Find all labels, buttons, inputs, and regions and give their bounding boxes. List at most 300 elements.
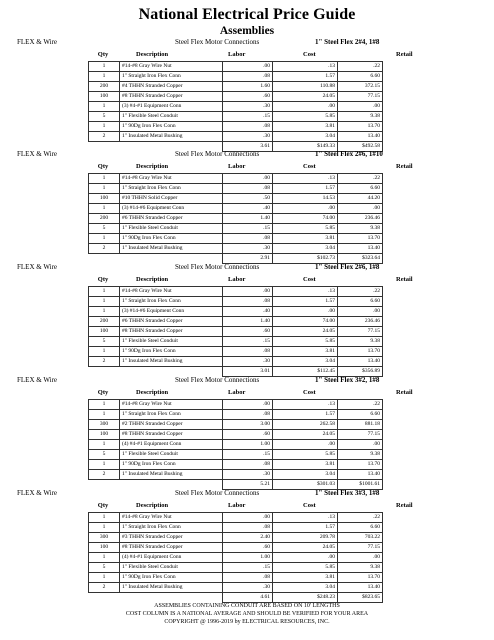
cell-cost: .00 (273, 440, 338, 450)
cell-labor: .08 (223, 72, 273, 82)
col-description: Description (136, 502, 169, 509)
col-labor: Labor (228, 163, 246, 170)
cell-retail: 6.60 (338, 410, 383, 420)
table-row (89, 112, 383, 122)
col-qty: Qty (97, 276, 109, 283)
section-group: Steel Flex Motor Connections (175, 376, 260, 384)
cell-labor: .60 (223, 543, 273, 553)
col-retail: Retail (396, 389, 413, 396)
cell-cost: 1.57 (273, 410, 338, 420)
cell-retail: 6.60 (338, 297, 383, 307)
col-retail: Retail (396, 51, 413, 58)
cell-description: 1" 90Dg Iron Flex Conn (120, 460, 223, 470)
total-row (89, 593, 383, 603)
cell-retail: 9.38 (338, 450, 383, 460)
cell-qty: 1 (89, 102, 120, 112)
cell-labor: .08 (223, 347, 273, 357)
cell-qty: 1 (89, 62, 120, 72)
table-row (89, 347, 383, 357)
total-retail: $492.58 (338, 142, 383, 152)
column-headers (0, 389, 494, 399)
cell-qty: 1 (89, 513, 120, 523)
cell-description: #8 THHN Stranded Copper (120, 92, 223, 102)
cell-qty: 5 (89, 337, 120, 347)
cell-retail: 9.38 (338, 112, 383, 122)
cell-labor: .60 (223, 430, 273, 440)
cell-labor: .30 (223, 244, 273, 254)
cell-cost: 209.78 (273, 533, 338, 543)
page-title: National Electrical Price Guide (138, 6, 356, 23)
cell-labor: .15 (223, 563, 273, 573)
section-assembly-name: 1" Steel Flex 2#6, 1#8 (315, 263, 380, 271)
cell-cost: 5.85 (273, 224, 338, 234)
cell-labor: .00 (223, 513, 273, 523)
cell-retail: 13.70 (338, 347, 383, 357)
cell-qty: 100 (89, 543, 120, 553)
section-category: FLEX & Wire (17, 150, 58, 158)
cell-retail: 77.15 (338, 430, 383, 440)
cell-qty: 1 (89, 72, 120, 82)
cell-retail: 703.22 (338, 533, 383, 543)
total-retail: $323.64 (338, 254, 383, 264)
cell-description: 1" Straight Iron Flex Conn (120, 297, 223, 307)
col-qty: Qty (97, 389, 109, 396)
cell-cost: 3.81 (273, 460, 338, 470)
col-qty: Qty (97, 163, 109, 170)
table-row (89, 174, 383, 184)
section-header (0, 375, 494, 387)
cell-retail: .00 (338, 204, 383, 214)
col-description: Description (136, 276, 169, 283)
cell-description: #14-#8 Gray Wire Nut (120, 400, 223, 410)
cell-cost: 3.04 (273, 583, 338, 593)
cell-labor: .08 (223, 460, 273, 470)
cell-labor: .30 (223, 102, 273, 112)
cell-labor: .08 (223, 122, 273, 132)
cell-retail: 13.40 (338, 583, 383, 593)
cell-cost: 3.04 (273, 244, 338, 254)
cell-description: #6 THHN Stranded Copper (120, 317, 223, 327)
cell-qty: 200 (89, 317, 120, 327)
cell-description: #14-#8 Gray Wire Nut (120, 513, 223, 523)
cell-retail: 13.40 (338, 357, 383, 367)
cell-cost: 5.85 (273, 450, 338, 460)
cell-retail: 881.18 (338, 420, 383, 430)
cell-description: 1" Straight Iron Flex Conn (120, 184, 223, 194)
table-row (89, 327, 383, 337)
cell-description: 1" Flexible Steel Conduit (120, 112, 223, 122)
total-labor: 4.61 (223, 593, 273, 603)
items-table (88, 286, 383, 377)
cell-qty: 1 (89, 523, 120, 533)
table-row (89, 82, 383, 92)
cell-retail: 13.70 (338, 573, 383, 583)
col-description: Description (136, 163, 169, 170)
table-row (89, 132, 383, 142)
cell-retail: 236.46 (338, 317, 383, 327)
col-description: Description (136, 389, 169, 396)
cell-labor: .00 (223, 174, 273, 184)
cell-labor: .00 (223, 287, 273, 297)
table-row (89, 523, 383, 533)
cell-labor: .30 (223, 583, 273, 593)
table-row (89, 543, 383, 553)
cell-qty: 1 (89, 184, 120, 194)
cell-cost: 1.57 (273, 523, 338, 533)
section-group: Steel Flex Motor Connections (175, 38, 260, 46)
col-retail: Retail (396, 163, 413, 170)
footer-notes (0, 602, 494, 626)
cell-labor: .15 (223, 224, 273, 234)
table-row (89, 62, 383, 72)
cell-retail: .00 (338, 553, 383, 563)
cell-retail: 236.46 (338, 214, 383, 224)
cell-description: 1" 90Dg Iron Flex Conn (120, 234, 223, 244)
col-qty: Qty (97, 502, 109, 509)
cell-retail: .00 (338, 102, 383, 112)
cell-cost: 74.00 (273, 214, 338, 224)
section-assembly-name: 1" Steel Flex 3#3, 1#8 (315, 489, 380, 497)
cell-labor: .50 (223, 194, 273, 204)
section-group: Steel Flex Motor Connections (175, 263, 260, 271)
cell-retail: 9.38 (338, 563, 383, 573)
col-cost: Cost (303, 276, 316, 283)
cell-description: (3) #4-#1 Equipment Conn (120, 102, 223, 112)
col-labor: Labor (228, 276, 246, 283)
col-retail: Retail (396, 502, 413, 509)
cell-labor: .60 (223, 92, 273, 102)
total-cost: $301.03 (273, 480, 338, 490)
table-row (89, 317, 383, 327)
column-headers (0, 276, 494, 286)
cell-description: 1" Flexible Steel Conduit (120, 337, 223, 347)
cell-description: #8 THHN Stranded Copper (120, 430, 223, 440)
cell-retail: 13.40 (338, 470, 383, 480)
table-row (89, 513, 383, 523)
cell-labor: 1.00 (223, 440, 273, 450)
cell-qty: 200 (89, 214, 120, 224)
table-row (89, 400, 383, 410)
section-header (0, 488, 494, 500)
section-header (0, 149, 494, 161)
total-retail: $1001.61 (338, 480, 383, 490)
items-table (88, 173, 383, 264)
table-row (89, 92, 383, 102)
section-group: Steel Flex Motor Connections (175, 150, 260, 158)
section-header (0, 37, 494, 49)
cell-labor: .15 (223, 450, 273, 460)
col-description: Description (136, 51, 169, 58)
table-row (89, 194, 383, 204)
cell-retail: 372.15 (338, 82, 383, 92)
cell-qty: 100 (89, 327, 120, 337)
table-row (89, 553, 383, 563)
cell-cost: 3.81 (273, 234, 338, 244)
cell-description: #3 THHN Stranded Copper (120, 533, 223, 543)
cell-retail: .00 (338, 307, 383, 317)
col-cost: Cost (303, 163, 316, 170)
cell-qty: 1 (89, 347, 120, 357)
footer-line: COPYRIGHT @ 1996-2019 by ELECTRICAL RESOURCES, INC. (164, 619, 330, 625)
table-row (89, 72, 383, 82)
cell-qty: 1 (89, 440, 120, 450)
table-row (89, 583, 383, 593)
total-retail: $823.65 (338, 593, 383, 603)
cell-cost: 74.00 (273, 317, 338, 327)
cell-qty: 300 (89, 533, 120, 543)
cell-qty: 1 (89, 234, 120, 244)
total-labor: 2.91 (223, 254, 273, 264)
cell-cost: .13 (273, 174, 338, 184)
section-category: FLEX & Wire (17, 376, 58, 384)
footer-line: COST COLUMN IS A NATIONAL AVERAGE AND SHOULD BE VERIFIED FOR YOUR AREA (125, 611, 369, 617)
cell-qty: 1 (89, 460, 120, 470)
section-category: FLEX & Wire (17, 38, 58, 46)
cell-retail: 13.70 (338, 122, 383, 132)
cell-retail: 6.60 (338, 184, 383, 194)
cell-retail: 13.70 (338, 460, 383, 470)
cell-qty: 1 (89, 297, 120, 307)
cell-qty: 1 (89, 174, 120, 184)
items-table (88, 399, 383, 490)
total-cost: $248.23 (273, 593, 338, 603)
cell-retail: 13.40 (338, 132, 383, 142)
cell-labor: .00 (223, 62, 273, 72)
cell-description: (3) #14-#6 Equipment Conn (120, 204, 223, 214)
cell-cost: 5.85 (273, 563, 338, 573)
cell-qty: 5 (89, 563, 120, 573)
cell-description: 1" Straight Iron Flex Conn (120, 523, 223, 533)
cell-qty: 5 (89, 224, 120, 234)
cell-qty: 1 (89, 122, 120, 132)
table-row (89, 204, 383, 214)
cell-cost: 1.57 (273, 297, 338, 307)
col-cost: Cost (303, 389, 316, 396)
cell-cost: 5.85 (273, 337, 338, 347)
cell-description: #10 THHN Solid Copper (120, 194, 223, 204)
cell-labor: .08 (223, 410, 273, 420)
cell-cost: .00 (273, 307, 338, 317)
col-cost: Cost (303, 502, 316, 509)
cell-cost: 1.57 (273, 184, 338, 194)
cell-qty: 1 (89, 204, 120, 214)
cell-description: #14-#8 Gray Wire Nut (120, 287, 223, 297)
table-row (89, 102, 383, 112)
cell-cost: 24.05 (273, 543, 338, 553)
cell-description: 1" Straight Iron Flex Conn (120, 410, 223, 420)
col-labor: Labor (228, 51, 246, 58)
cell-description: 1" Flexible Steel Conduit (120, 450, 223, 460)
table-row (89, 470, 383, 480)
cell-cost: 3.81 (273, 347, 338, 357)
cell-qty: 1 (89, 553, 120, 563)
cell-qty: 1 (89, 573, 120, 583)
section-assembly-name: 1" Steel Flex 3#2, 1#8 (315, 376, 380, 384)
cell-retail: .22 (338, 287, 383, 297)
cell-qty: 100 (89, 430, 120, 440)
cell-cost: 24.05 (273, 327, 338, 337)
table-row (89, 563, 383, 573)
cell-labor: 2.40 (223, 533, 273, 543)
cell-retail: .22 (338, 174, 383, 184)
cell-retail: 44.20 (338, 194, 383, 204)
cell-retail: 77.15 (338, 543, 383, 553)
cell-labor: .08 (223, 523, 273, 533)
section-header (0, 262, 494, 274)
items-table (88, 61, 383, 152)
total-labor: 3.61 (223, 142, 273, 152)
cell-qty: 1 (89, 307, 120, 317)
table-row (89, 420, 383, 430)
cell-cost: .00 (273, 204, 338, 214)
cell-description: (4) #4-#1 Equipment Conn (120, 553, 223, 563)
col-labor: Labor (228, 389, 246, 396)
cell-cost: .13 (273, 400, 338, 410)
cell-cost: .00 (273, 102, 338, 112)
cell-description: 1" Straight Iron Flex Conn (120, 72, 223, 82)
cell-retail: 77.15 (338, 92, 383, 102)
cell-description: 1" Insulated Metal Bushing (120, 244, 223, 254)
col-labor: Labor (228, 502, 246, 509)
cell-labor: 1.00 (223, 553, 273, 563)
table-row (89, 214, 383, 224)
cell-qty: 200 (89, 82, 120, 92)
total-labor: 5.21 (223, 480, 273, 490)
cell-labor: 1.40 (223, 317, 273, 327)
cell-cost: 262.58 (273, 420, 338, 430)
cell-retail: 6.60 (338, 523, 383, 533)
col-retail: Retail (396, 276, 413, 283)
table-row (89, 297, 383, 307)
cell-description: (4) #4-#1 Equipment Conn (120, 440, 223, 450)
cell-qty: 2 (89, 357, 120, 367)
column-headers (0, 163, 494, 173)
table-row (89, 440, 383, 450)
cell-qty: 300 (89, 420, 120, 430)
cell-description: #2 THHN Stranded Copper (120, 420, 223, 430)
column-headers (0, 502, 494, 512)
section-assembly-name: 1" Steel Flex 2#6, 1#10 (315, 150, 383, 158)
cell-description: #6 THHN Stranded Copper (120, 214, 223, 224)
cell-labor: .15 (223, 112, 273, 122)
cell-description: (3) #14-#6 Equipment Conn (120, 307, 223, 317)
cell-labor: .30 (223, 470, 273, 480)
cell-retail: .22 (338, 513, 383, 523)
cell-qty: 2 (89, 470, 120, 480)
cell-cost: 3.81 (273, 573, 338, 583)
cell-cost: 24.05 (273, 92, 338, 102)
table-row (89, 244, 383, 254)
cell-description: #8 THHN Stranded Copper (120, 327, 223, 337)
cell-cost: 5.85 (273, 112, 338, 122)
cell-qty: 5 (89, 450, 120, 460)
table-row (89, 122, 383, 132)
cell-labor: .60 (223, 327, 273, 337)
table-row (89, 184, 383, 194)
total-cost: $102.73 (273, 254, 338, 264)
cell-description: 1" 90Dg Iron Flex Conn (120, 347, 223, 357)
cell-retail: 9.38 (338, 224, 383, 234)
cell-labor: 3.00 (223, 420, 273, 430)
cell-cost: .00 (273, 553, 338, 563)
cell-description: 1" Insulated Metal Bushing (120, 357, 223, 367)
cell-description: 1" Flexible Steel Conduit (120, 563, 223, 573)
cell-labor: .08 (223, 184, 273, 194)
col-qty: Qty (97, 51, 109, 58)
cell-qty: 1 (89, 400, 120, 410)
cell-qty: 100 (89, 194, 120, 204)
cell-description: #4 THHN Stranded Copper (120, 82, 223, 92)
cell-cost: .13 (273, 287, 338, 297)
cell-labor: .08 (223, 573, 273, 583)
cell-description: #14-#8 Gray Wire Nut (120, 62, 223, 72)
cell-qty: 2 (89, 583, 120, 593)
cell-qty: 2 (89, 132, 120, 142)
table-row (89, 287, 383, 297)
cell-labor: .08 (223, 297, 273, 307)
table-row (89, 460, 383, 470)
cell-description: 1" 90Dg Iron Flex Conn (120, 573, 223, 583)
table-row (89, 533, 383, 543)
cell-qty: 100 (89, 92, 120, 102)
table-row (89, 430, 383, 440)
cell-cost: .13 (273, 62, 338, 72)
cell-retail: .00 (338, 440, 383, 450)
cell-retail: 77.15 (338, 327, 383, 337)
cell-labor: .30 (223, 132, 273, 142)
total-labor: 3.01 (223, 367, 273, 377)
table-row (89, 337, 383, 347)
cell-retail: 13.70 (338, 234, 383, 244)
cell-qty: 1 (89, 410, 120, 420)
cell-labor: .40 (223, 307, 273, 317)
total-cost: $112.45 (273, 367, 338, 377)
table-row (89, 234, 383, 244)
cell-retail: .22 (338, 62, 383, 72)
cell-retail: 9.38 (338, 337, 383, 347)
cell-labor: .00 (223, 400, 273, 410)
cell-cost: .13 (273, 513, 338, 523)
cell-cost: 3.04 (273, 132, 338, 142)
cell-cost: 24.05 (273, 430, 338, 440)
section-assembly-name: 1" Steel Flex 2#4, 1#8 (315, 38, 380, 46)
cell-cost: 14.53 (273, 194, 338, 204)
table-row (89, 357, 383, 367)
total-cost: $149.33 (273, 142, 338, 152)
cell-qty: 1 (89, 287, 120, 297)
cell-description: 1" Insulated Metal Bushing (120, 583, 223, 593)
table-row (89, 573, 383, 583)
footer-line: ASSEMBLIES CONTAINING CONDUIT ARE BASED ON 10' LENGTHS (154, 603, 340, 609)
page-subtitle: Assemblies (219, 25, 275, 37)
cell-retail: .22 (338, 400, 383, 410)
cell-cost: 110.88 (273, 82, 338, 92)
cell-retail: 13.40 (338, 244, 383, 254)
cell-qty: 2 (89, 244, 120, 254)
cell-cost: 3.04 (273, 357, 338, 367)
total-retail: $356.89 (338, 367, 383, 377)
cell-labor: .08 (223, 234, 273, 244)
table-row (89, 410, 383, 420)
cell-labor: 1.40 (223, 214, 273, 224)
table-row (89, 307, 383, 317)
cell-qty: 5 (89, 112, 120, 122)
cell-labor: .30 (223, 357, 273, 367)
cell-description: 1" 90Dg Iron Flex Conn (120, 122, 223, 132)
cell-description: #8 THHN Stranded Copper (120, 543, 223, 553)
cell-description: #14-#8 Gray Wire Nut (120, 174, 223, 184)
cell-description: 1" Insulated Metal Bushing (120, 132, 223, 142)
